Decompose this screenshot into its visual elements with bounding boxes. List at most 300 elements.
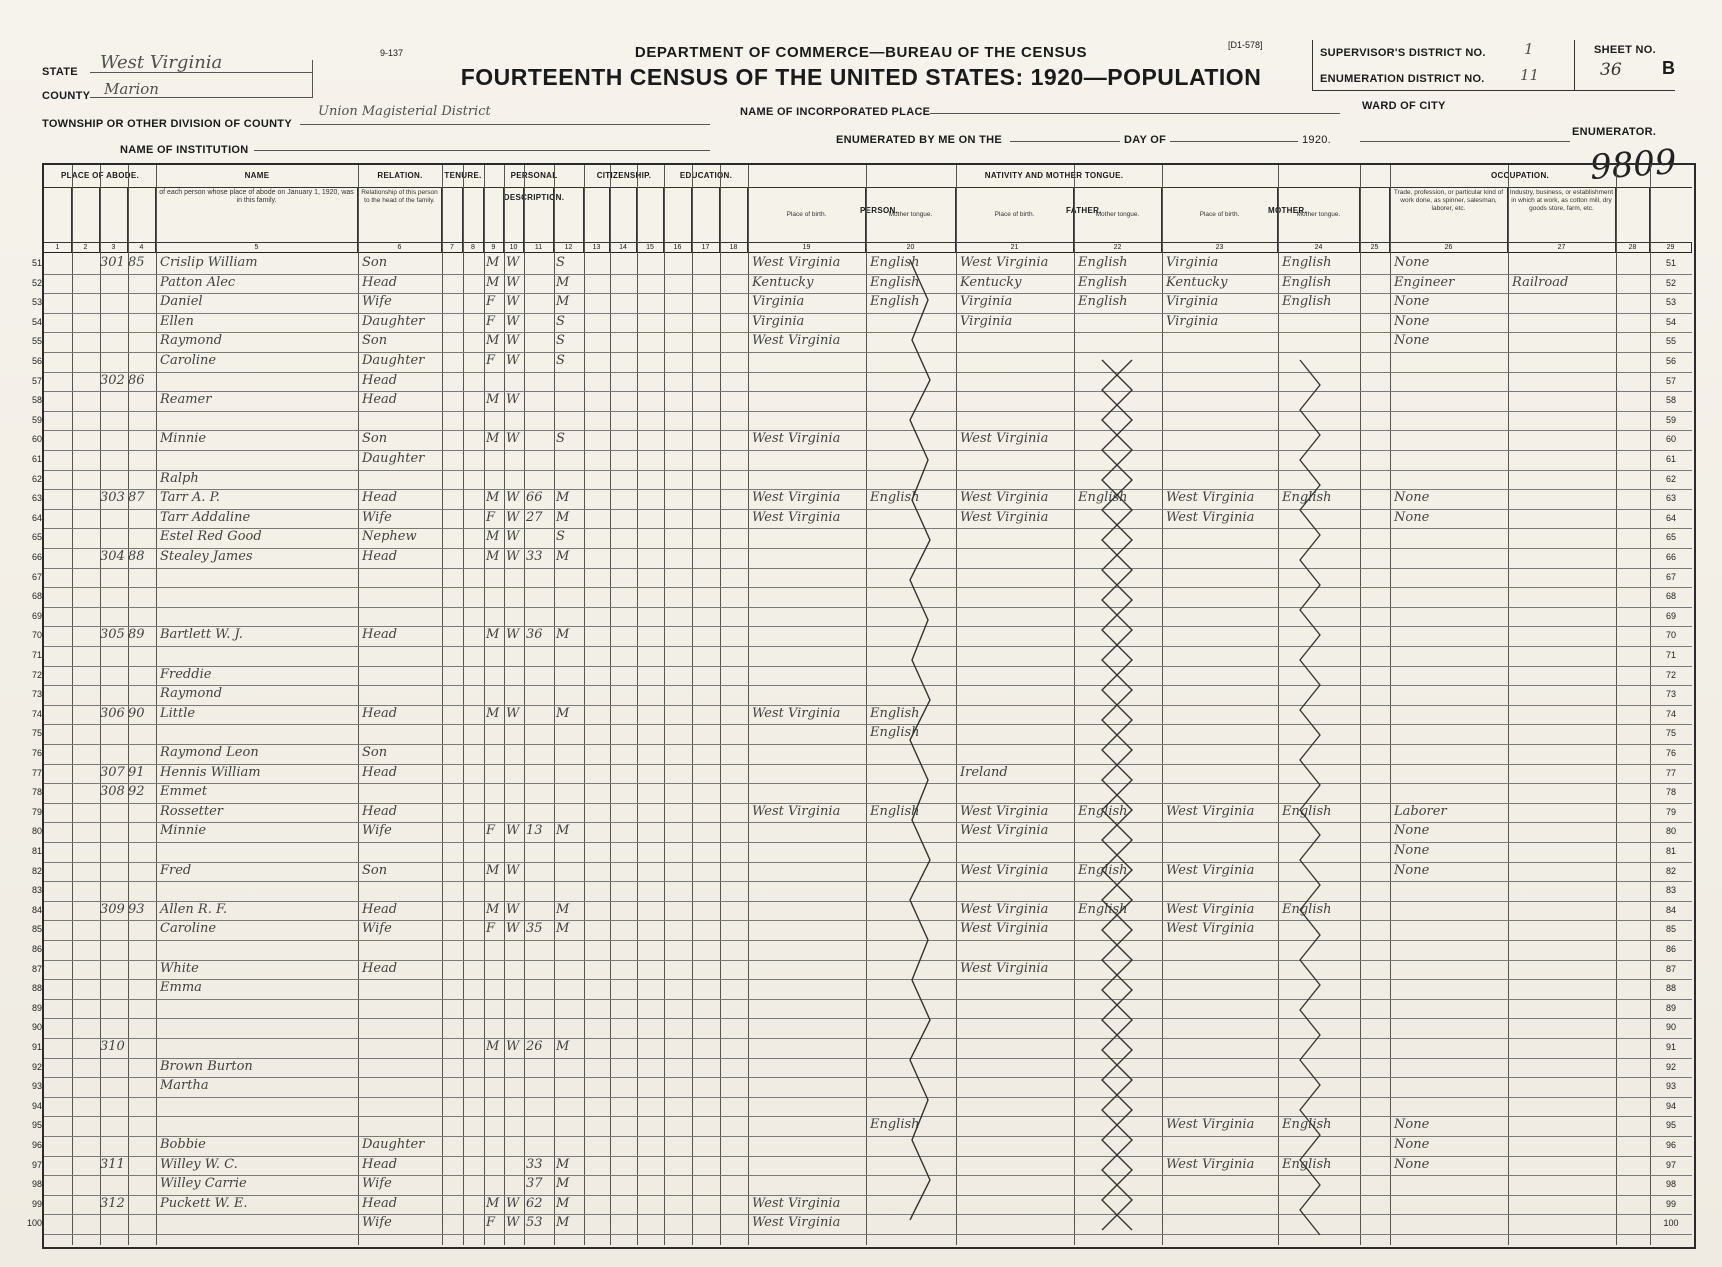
line-number-left: 100 <box>26 1218 42 1229</box>
cell-tongue: English <box>870 274 920 290</box>
cell-birth: West Virginia <box>752 705 841 721</box>
line-number-left: 90 <box>31 1022 42 1033</box>
line-number-left: 63 <box>31 493 42 504</box>
line-number: 80 <box>1665 826 1676 837</box>
cell-mbirth: Virginia <box>1166 313 1219 329</box>
col-english <box>1360 187 1390 243</box>
cell-tongue: English <box>870 255 920 270</box>
cell-sex: F <box>486 509 496 525</box>
row-line <box>44 724 1692 725</box>
line-number: 65 <box>1665 532 1676 543</box>
cell-race: W <box>506 1039 520 1054</box>
line-number-left: 70 <box>31 630 42 641</box>
cell-race: W <box>506 255 520 270</box>
cell-fbirth: West Virginia <box>960 255 1049 270</box>
cell-status: M <box>556 921 570 937</box>
cell-relation: Head <box>362 274 398 290</box>
cell-name: Tarr A. P. <box>160 490 220 506</box>
cell-race: W <box>506 529 520 545</box>
cell-race: W <box>506 431 520 447</box>
group-occupation: OCCUPATION. <box>1390 165 1651 188</box>
cell-name: Raymond Leon <box>160 745 259 760</box>
row-line <box>44 999 1692 1000</box>
line-number-left: 55 <box>31 336 42 347</box>
line-number: 81 <box>1665 846 1676 856</box>
township-label: TOWNSHIP OR OTHER DIVISION OF COUNTY <box>42 118 292 130</box>
cell-trade: None <box>1394 490 1430 506</box>
cell-sex: F <box>486 921 496 937</box>
cell-race: W <box>506 1195 520 1211</box>
cell-house: 308 <box>100 784 125 800</box>
cell-name: Raymond <box>160 333 223 349</box>
column-number: 7 <box>442 243 463 253</box>
column-number: 27 <box>1508 243 1616 253</box>
form-code: [D1-578] <box>1228 40 1263 50</box>
cell-trade: Engineer <box>1394 274 1455 290</box>
line-number-left: 64 <box>31 512 42 523</box>
cell-race: W <box>506 901 520 917</box>
row-line <box>44 607 1692 608</box>
tongue-zigzag-mother <box>1296 360 1326 1240</box>
column-number: 28 <box>1616 243 1650 253</box>
cell-relation: Daughter <box>362 313 425 329</box>
line-number: 70 <box>1665 630 1676 641</box>
col-person-birth: Place of birth. <box>748 187 866 243</box>
row-line <box>44 411 1692 412</box>
sheet-letter: B <box>1662 58 1675 78</box>
cell-trade: Laborer <box>1394 803 1447 819</box>
line-number-left: 66 <box>31 552 42 562</box>
line-number-left: 65 <box>31 532 42 543</box>
line-number: 86 <box>1665 944 1676 954</box>
cell-ftongue: English <box>1078 803 1128 819</box>
cell-race: W <box>506 1215 520 1231</box>
column-number: 6 <box>358 243 442 253</box>
cell-status: M <box>556 294 570 310</box>
county-value: Marion <box>104 80 159 98</box>
line-number-left: 62 <box>31 473 42 484</box>
column-number: 13 <box>584 243 610 253</box>
line-number-left: 85 <box>31 924 42 935</box>
line-number: 91 <box>1665 1042 1676 1052</box>
row-line <box>44 646 1692 647</box>
line-number: 87 <box>1665 963 1676 974</box>
cell-status: S <box>556 431 565 447</box>
group-tenure: TENURE. <box>442 165 485 188</box>
line-number: 75 <box>1665 728 1676 739</box>
cell-name: Brown Burton <box>160 1058 253 1074</box>
cell-age: 26 <box>526 1039 543 1054</box>
cell-birth: West Virginia <box>752 490 841 506</box>
column-number: 21 <box>956 243 1074 253</box>
enumerator-label: ENUMERATOR. <box>1572 126 1657 138</box>
line-number-left: 86 <box>31 944 42 954</box>
cell-house: 307 <box>100 764 125 780</box>
col-age <box>524 187 554 243</box>
cell-ftongue: English <box>1078 862 1128 878</box>
cell-ftongue: English <box>1078 274 1128 290</box>
cell-sex: M <box>486 431 500 447</box>
cell-name: Daniel <box>160 294 203 310</box>
cell-ftongue: English <box>1078 490 1128 506</box>
cell-birth: Virginia <box>752 294 805 310</box>
line-number-left: 96 <box>31 1140 42 1150</box>
line-number: 76 <box>1665 748 1676 758</box>
column-number: 16 <box>664 243 692 253</box>
cell-sex: M <box>486 627 500 643</box>
line-number-left: 74 <box>31 708 42 719</box>
cell-race: W <box>506 509 520 525</box>
cell-mbirth: West Virginia <box>1166 803 1255 819</box>
county-label: COUNTY <box>42 90 91 102</box>
cell-sex: M <box>486 490 500 506</box>
line-number: 71 <box>1665 650 1676 660</box>
line-number-left: 59 <box>31 414 42 425</box>
cell-tongue: English <box>870 803 920 819</box>
group-margin <box>1650 165 1692 188</box>
sheet-number: 36 <box>1600 60 1622 80</box>
line-number: 72 <box>1665 669 1676 680</box>
group-name: NAME <box>156 165 359 188</box>
cell-relation: Head <box>362 705 398 721</box>
cell-status: M <box>556 1156 570 1172</box>
cell-relation: Son <box>362 745 388 760</box>
tongue-zigzag-person <box>900 260 940 1240</box>
cell-relation: Son <box>362 862 388 878</box>
cell-birth: West Virginia <box>752 255 841 270</box>
cell-status: M <box>556 509 570 525</box>
cell-race: W <box>506 333 520 349</box>
cell-age: 37 <box>526 1176 543 1192</box>
cell-name: Bartlett W. J. <box>160 627 243 643</box>
cell-sex: F <box>486 294 496 310</box>
line-number: 57 <box>1665 375 1676 386</box>
cell-house: 301 <box>100 255 125 270</box>
cell-family: 87 <box>128 490 145 506</box>
line-number-left: 95 <box>31 1120 42 1131</box>
state-label: STATE <box>42 66 78 78</box>
col-father-birth: Place of birth. <box>956 187 1074 243</box>
cell-trade: None <box>1394 255 1430 270</box>
cell-house: 305 <box>100 627 125 643</box>
cell-relation: Head <box>362 549 398 564</box>
column-number: 11 <box>524 243 554 253</box>
cell-race: W <box>506 823 520 839</box>
cell-mbirth: Virginia <box>1166 294 1219 310</box>
cell-sex: M <box>486 274 500 290</box>
cell-house: 306 <box>100 705 125 721</box>
column-number: 20 <box>866 243 956 253</box>
cell-relation: Head <box>362 1156 398 1172</box>
line-number-left: 53 <box>31 297 42 308</box>
cell-age: 66 <box>526 490 543 506</box>
township-value: Union Magisterial District <box>318 104 491 119</box>
cell-name: Reamer <box>160 392 212 408</box>
cell-relation: Wife <box>362 1176 392 1192</box>
line-number-left: 76 <box>31 748 42 758</box>
col-person-tongue: Mother tongue. <box>866 187 956 243</box>
cell-sex: M <box>486 901 500 917</box>
cell-mbirth: West Virginia <box>1166 1117 1255 1133</box>
cell-name: Stealey James <box>160 549 253 564</box>
cell-name: Caroline <box>160 353 217 368</box>
cell-family: 93 <box>128 901 145 917</box>
cell-birth: West Virginia <box>752 1215 841 1231</box>
cell-status: M <box>556 823 570 839</box>
cell-name: Freddie <box>160 666 212 682</box>
line-number: 100 <box>1663 1218 1679 1229</box>
column-number: 17 <box>692 243 720 253</box>
cell-trade: None <box>1394 1137 1430 1152</box>
line-number-left: 71 <box>31 650 42 660</box>
cell-family: 92 <box>128 784 145 800</box>
line-number: 77 <box>1665 767 1676 778</box>
cell-race: W <box>506 705 520 721</box>
cell-sex: M <box>486 392 500 408</box>
col-house <box>72 187 100 243</box>
line-number: 62 <box>1665 473 1676 484</box>
cell-name: Emmet <box>160 784 208 800</box>
row-line <box>44 568 1692 569</box>
cell-status: M <box>556 901 570 917</box>
cell-age: 13 <box>526 823 543 839</box>
cell-name: Ralph <box>160 470 199 486</box>
department-title: DEPARTMENT OF COMMERCE—BUREAU OF THE CENSUS <box>634 44 1088 61</box>
cell-relation: Head <box>362 490 398 506</box>
cell-sex: M <box>486 255 500 270</box>
col-employer <box>1616 187 1650 243</box>
line-number-left: 97 <box>31 1159 42 1170</box>
col-marital <box>554 187 584 243</box>
cell-trade: None <box>1394 1117 1430 1133</box>
cell-fbirth: West Virginia <box>960 803 1049 819</box>
line-number-left: 78 <box>31 787 42 798</box>
group-relation: RELATION. <box>358 165 443 188</box>
cell-name: Willey Carrie <box>160 1176 247 1192</box>
col-name-desc: of each person whose place of abode on January 1, 1920, was in this family. <box>156 187 358 243</box>
col-relation-desc: Relationship of this person to the head of the family. <box>358 187 442 243</box>
line-number: 84 <box>1665 904 1676 915</box>
cell-birth: West Virginia <box>752 431 841 447</box>
enumeration-value: 11 <box>1520 66 1540 84</box>
enumeration-label: ENUMERATION DISTRICT NO. <box>1320 73 1485 85</box>
cell-race: W <box>506 921 520 937</box>
cell-mbirth: West Virginia <box>1166 509 1255 525</box>
state-value: West Virginia <box>100 52 223 73</box>
line-number: 99 <box>1665 1198 1676 1209</box>
line-number: 74 <box>1665 708 1676 719</box>
cell-race: W <box>506 274 520 290</box>
column-number: 15 <box>637 243 664 253</box>
cell-family: 86 <box>128 372 145 388</box>
cell-name: Rossetter <box>160 803 224 819</box>
line-number-left: 83 <box>31 885 42 896</box>
cell-tongue: English <box>870 490 920 506</box>
cell-age: 53 <box>526 1215 543 1231</box>
cell-ftongue: English <box>1078 294 1128 310</box>
line-number-left: 54 <box>31 316 42 327</box>
cell-relation: Daughter <box>362 451 425 466</box>
cell-mtongue: English <box>1282 901 1332 917</box>
cell-fbirth: Ireland <box>960 764 1008 780</box>
line-number-left: 82 <box>31 865 42 876</box>
cell-family: 90 <box>128 705 145 721</box>
cell-name: Estel Red Good <box>160 529 262 545</box>
row-line <box>44 881 1692 882</box>
cell-sex: F <box>486 313 496 329</box>
cell-race: W <box>506 353 520 368</box>
col-write <box>720 187 748 243</box>
line-number-left: 69 <box>31 610 42 621</box>
line-number-left: 87 <box>31 963 42 974</box>
line-number-left: 75 <box>31 728 42 739</box>
cell-name: White <box>160 960 199 976</box>
col-mother-birth: Place of birth. <box>1162 187 1278 243</box>
line-number: 93 <box>1665 1081 1676 1092</box>
line-number-left: 84 <box>31 904 42 915</box>
cell-house: 311 <box>100 1156 125 1172</box>
column-number: 23 <box>1162 243 1278 253</box>
cell-sex: M <box>486 529 500 545</box>
cell-name: Bobbie <box>160 1137 206 1152</box>
supervisor-label: SUPERVISOR'S DISTRICT NO. <box>1320 47 1486 59</box>
cell-trade: None <box>1394 509 1430 525</box>
line-number: 83 <box>1665 885 1676 896</box>
row-line <box>44 450 1692 451</box>
cell-mtongue: English <box>1282 294 1332 310</box>
cell-status: M <box>556 274 570 290</box>
line-number-left: 57 <box>31 375 42 386</box>
cell-race: W <box>506 392 520 408</box>
cell-house: 309 <box>100 901 125 917</box>
cell-name: Caroline <box>160 921 217 937</box>
col-immigration <box>584 187 610 243</box>
cell-name: Emma <box>160 980 202 996</box>
line-number: 90 <box>1665 1022 1676 1033</box>
cell-sex: F <box>486 1215 496 1231</box>
col-family <box>128 187 156 243</box>
cell-relation: Wife <box>362 1215 392 1231</box>
enumerated-label: ENUMERATED BY ME ON THE <box>836 134 1003 146</box>
cell-age: 33 <box>526 1156 543 1172</box>
cell-mtongue: English <box>1282 274 1332 290</box>
line-number-left: 51 <box>31 258 42 268</box>
cell-age: 36 <box>526 627 543 643</box>
line-number: 95 <box>1665 1120 1676 1131</box>
cell-relation: Daughter <box>362 353 425 368</box>
column-number: 9 <box>484 243 504 253</box>
cell-birth: Kentucky <box>752 274 814 290</box>
column-number: 26 <box>1390 243 1508 253</box>
column-number: 22 <box>1074 243 1162 253</box>
cell-name: Minnie <box>160 431 207 447</box>
cell-status: M <box>556 627 570 643</box>
cell-fbirth: West Virginia <box>960 960 1049 976</box>
line-number-left: 88 <box>31 983 42 994</box>
cell-family: 88 <box>128 549 145 564</box>
row-line <box>44 587 1692 588</box>
cell-status: M <box>556 549 570 564</box>
row-line <box>44 372 1692 373</box>
cell-relation: Head <box>362 372 398 388</box>
line-number-left: 91 <box>31 1042 42 1052</box>
cell-mbirth: West Virginia <box>1166 862 1255 878</box>
cell-mtongue: English <box>1282 255 1332 270</box>
line-number-left: 89 <box>31 1002 42 1013</box>
line-number-left: 67 <box>31 571 42 582</box>
cell-birth: West Virginia <box>752 803 841 819</box>
group-english <box>1360 165 1391 188</box>
cell-race: W <box>506 627 520 643</box>
cell-mbirth: West Virginia <box>1166 1156 1255 1172</box>
institution-label: NAME OF INSTITUTION <box>120 144 249 156</box>
cell-relation: Head <box>362 1195 398 1211</box>
line-number-left: 52 <box>31 277 42 288</box>
cell-fbirth: West Virginia <box>960 509 1049 525</box>
column-number: 12 <box>554 243 584 253</box>
cell-sex: M <box>486 1195 500 1211</box>
cell-status: S <box>556 313 565 329</box>
cell-relation: Wife <box>362 921 392 937</box>
line-number: 98 <box>1665 1179 1676 1190</box>
line-number-left: 94 <box>31 1100 42 1111</box>
cell-mtongue: English <box>1282 803 1332 819</box>
cell-relation: Wife <box>362 294 392 310</box>
cell-race: W <box>506 313 520 329</box>
cell-name: Ellen <box>160 313 194 329</box>
cell-mtongue: English <box>1282 1117 1332 1133</box>
cell-tongue: English <box>870 1117 920 1133</box>
col-school <box>664 187 692 243</box>
line-number: 88 <box>1665 983 1676 994</box>
cell-race: W <box>506 862 520 878</box>
row-line <box>44 1038 1692 1039</box>
line-number: 54 <box>1665 316 1676 327</box>
column-number: 14 <box>610 243 637 253</box>
column-number: 4 <box>128 243 156 253</box>
cell-name: Minnie <box>160 823 207 839</box>
col-father-tongue: Mother tongue. <box>1074 187 1162 243</box>
cell-sex: M <box>486 333 500 349</box>
line-number: 53 <box>1665 297 1676 308</box>
line-number-left: 81 <box>31 846 42 856</box>
col-read <box>692 187 720 243</box>
cell-ftongue: English <box>1078 255 1128 270</box>
line-number: 94 <box>1665 1100 1676 1111</box>
line-number: 64 <box>1665 512 1676 523</box>
ward-label: WARD OF CITY <box>1362 100 1446 112</box>
cell-trade: None <box>1394 843 1430 858</box>
year-value: 1920. <box>1302 134 1332 146</box>
col-owned <box>442 187 463 243</box>
column-number: 2 <box>72 243 100 253</box>
cell-name: Hennis William <box>160 764 261 780</box>
line-number: 61 <box>1665 454 1676 464</box>
row-line <box>44 1018 1692 1019</box>
column-number: 29 <box>1650 243 1692 253</box>
cell-trade: None <box>1394 1156 1430 1172</box>
line-number: 58 <box>1665 395 1676 406</box>
line-number: 51 <box>1665 258 1676 268</box>
row-line <box>44 940 1692 941</box>
line-number-left: 98 <box>31 1179 42 1190</box>
cell-fbirth: West Virginia <box>960 431 1049 447</box>
cell-fbirth: Virginia <box>960 313 1013 329</box>
cell-name: Crislip William <box>160 255 258 270</box>
cell-trade: None <box>1394 333 1430 349</box>
cell-relation: Head <box>362 960 398 976</box>
line-number-left: 77 <box>31 767 42 778</box>
